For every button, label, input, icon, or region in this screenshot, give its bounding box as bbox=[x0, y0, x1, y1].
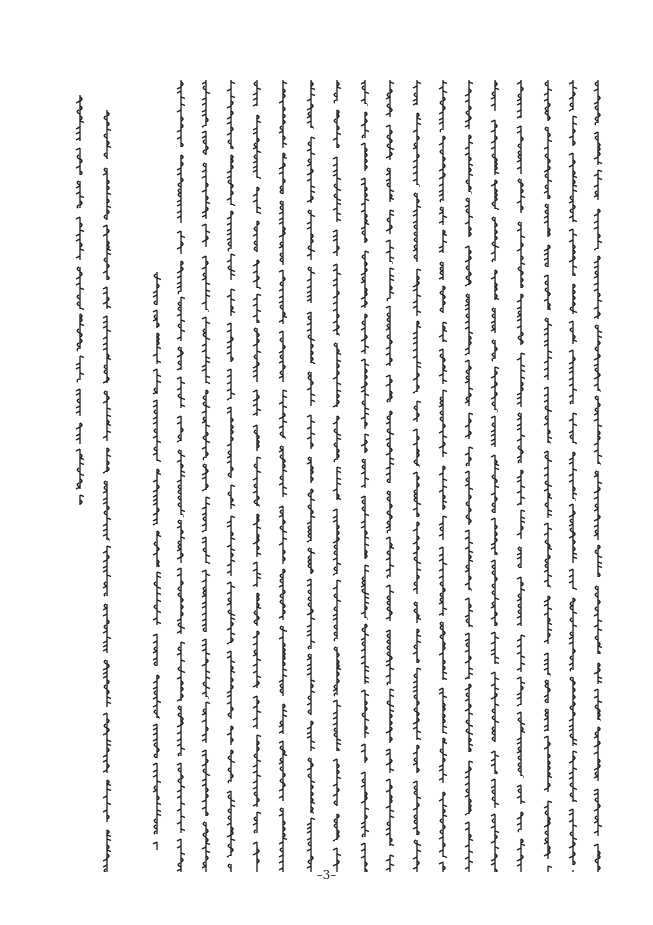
script-glyphs bbox=[150, 272, 164, 850]
script-glyphs bbox=[73, 95, 87, 505]
script-glyphs bbox=[410, 80, 424, 872]
script-glyphs bbox=[100, 110, 114, 872]
text-column bbox=[358, 80, 372, 872]
text-column bbox=[174, 80, 188, 872]
text-column bbox=[410, 80, 424, 872]
text-column bbox=[250, 80, 264, 872]
script-glyphs bbox=[383, 80, 397, 872]
script-glyphs bbox=[304, 80, 318, 872]
script-glyphs bbox=[330, 80, 344, 872]
text-column bbox=[150, 272, 164, 850]
text-column bbox=[224, 80, 238, 872]
text-column bbox=[73, 95, 87, 505]
script-glyphs bbox=[250, 80, 264, 872]
script-glyphs bbox=[358, 80, 372, 872]
script-glyphs bbox=[541, 80, 555, 872]
text-column bbox=[276, 80, 290, 872]
text-column bbox=[541, 80, 555, 872]
script-glyphs bbox=[174, 80, 188, 872]
text-column bbox=[199, 80, 213, 872]
text-column bbox=[304, 80, 318, 872]
text-column bbox=[488, 80, 502, 872]
script-glyphs bbox=[436, 80, 450, 872]
script-glyphs bbox=[199, 80, 213, 872]
text-column bbox=[436, 80, 450, 872]
script-glyphs bbox=[591, 80, 605, 872]
script-glyphs bbox=[224, 80, 238, 872]
script-glyphs bbox=[566, 80, 580, 872]
script-glyphs bbox=[514, 80, 528, 872]
text-column bbox=[591, 80, 605, 872]
text-column bbox=[383, 80, 397, 872]
script-glyphs bbox=[276, 80, 290, 872]
text-column bbox=[566, 80, 580, 872]
script-glyphs bbox=[462, 80, 476, 872]
page-number: –3– bbox=[316, 868, 337, 882]
text-column bbox=[330, 80, 344, 872]
text-column bbox=[462, 80, 476, 872]
text-column bbox=[100, 110, 114, 872]
text-column bbox=[514, 80, 528, 872]
script-glyphs bbox=[488, 80, 502, 872]
